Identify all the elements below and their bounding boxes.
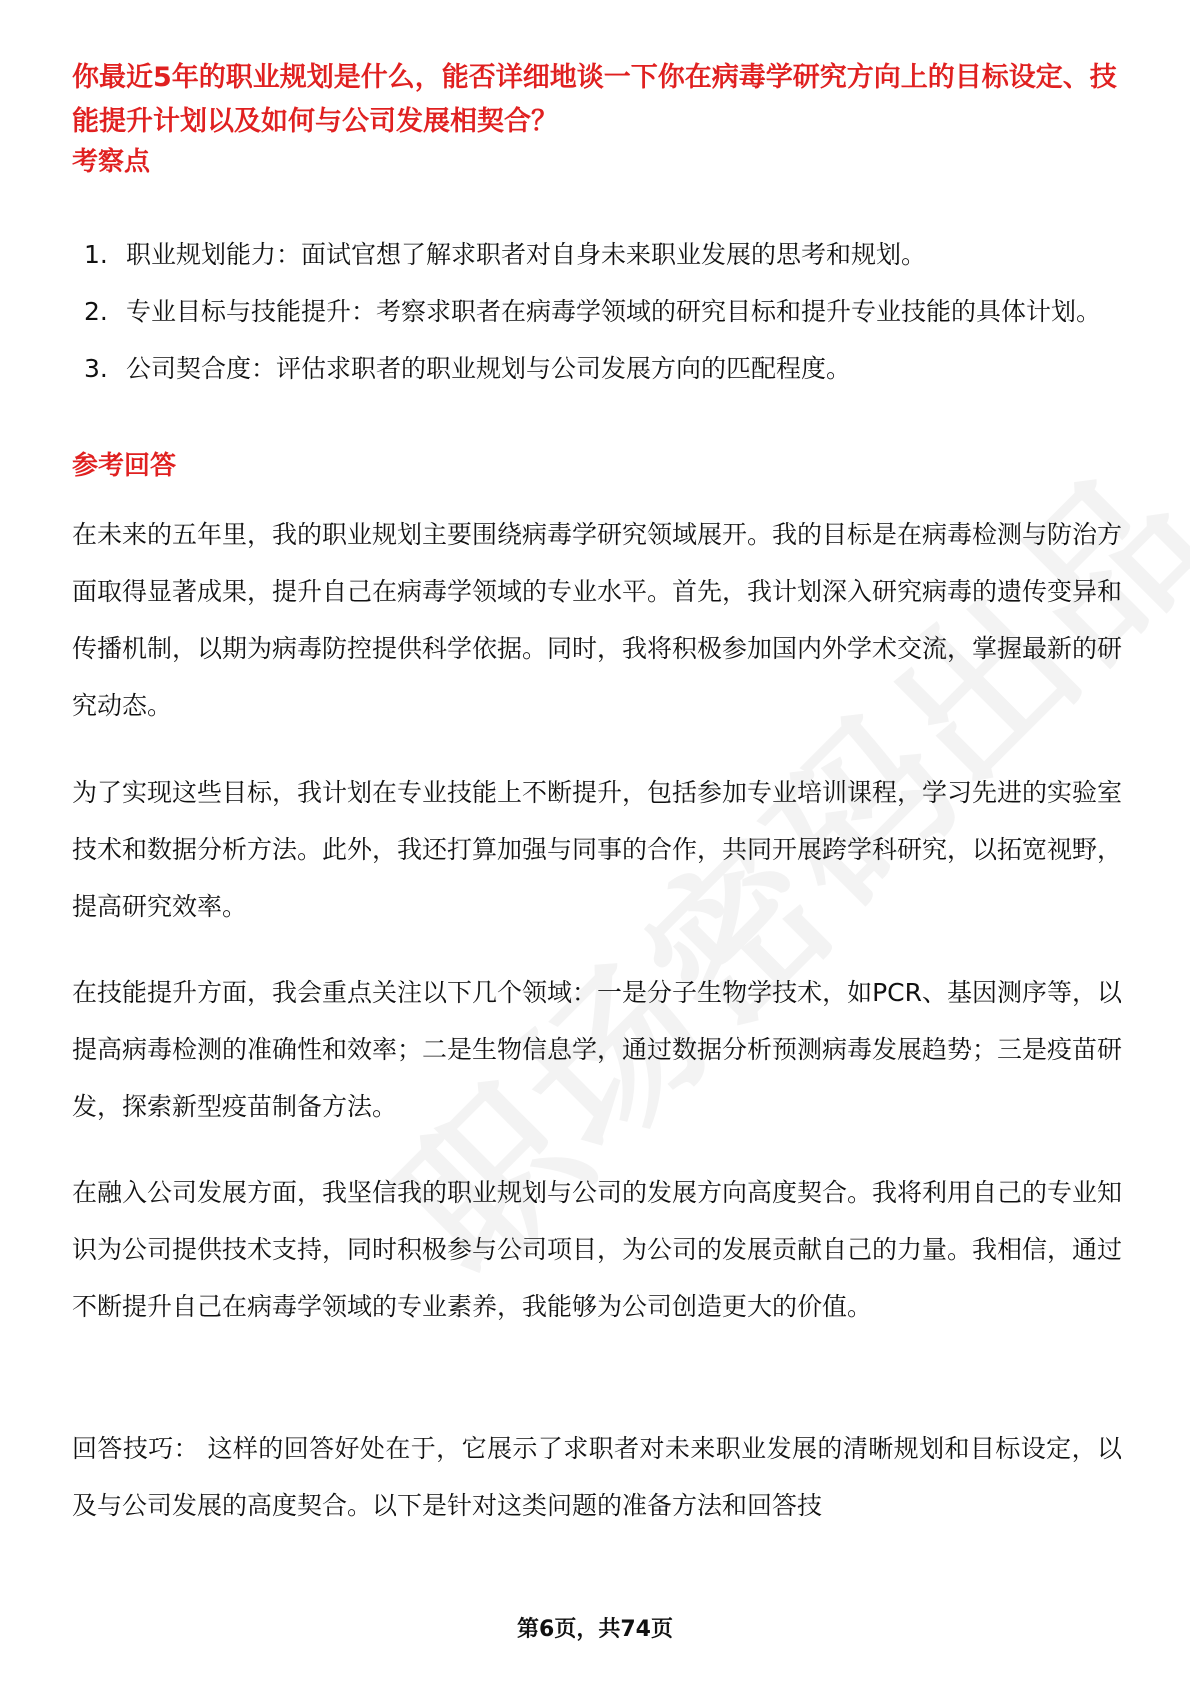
answer-paragraph: 为了实现这些目标，我计划在专业技能上不断提升，包括参加专业培训课程，学习先进的实验室技术和数据分析方法。此外，我还打算加强与同事的合作，共同开展跨学科研究，以拓宽视野，提高研究效率。: [72, 778, 1123, 921]
list-item: [84, 283, 1124, 340]
answer-paragraph: 在未来的五年里，我的职业规划主要围绕病毒学研究领域展开。我的目标是在病毒检测与防治方面取得显著成果，提升自己在病毒学领域的专业水平。首先，我计划深入研究病毒的遗传变异和传播机制，以期为病毒防控提供科学依据。同时，我将积极参加国内外学术交流，掌握最新的研究动态。: [72, 520, 1123, 720]
list-item: [84, 226, 1124, 283]
answer-tips-paragraph: 回答技巧： 这样的回答好处在于，它展示了求职者对未来职业发展的清晰规划和目标设定，以及与公司发展的高度契合。以下是针对这类问题的准备方法和回答技: [72, 1434, 1122, 1520]
answer-heading: 参考回答: [72, 451, 177, 481]
list-item: [84, 340, 1124, 397]
list-item-number: 1.: [84, 240, 108, 269]
page-number: 第6页，共74页: [517, 1617, 673, 1642]
points-list: [84, 226, 1124, 397]
list-item-text: 公司契合度：评估求职者的职业规划与公司发展方向的匹配程度。: [126, 354, 852, 383]
list-item-text: 专业目标与技能提升：考察求职者在病毒学领域的研究目标和提升专业技能的具体计划。: [126, 297, 1102, 326]
list-item-text: 职业规划能力：面试官想了解求职者对自身未来职业发展的思考和规划。: [126, 240, 927, 269]
question-title: 你最近5年的职业规划是什么，能否详细地谈一下你在病毒学研究方向上的目标设定、技能提升计划以及如何与公司发展相契合？: [72, 62, 1117, 137]
points-heading: 考察点: [72, 147, 151, 177]
list-item-number: 2.: [84, 297, 108, 326]
answer-paragraph: 在技能提升方面，我会重点关注以下几个领域：一是分子生物学技术，如PCR、基因测序等，以提高病毒检测的准确性和效率；二是生物信息学，通过数据分析预测病毒发展趋势；三是疫苗研发，探索新型疫苗制备方法。: [72, 978, 1123, 1121]
answer-paragraph: 在融入公司发展方面，我坚信我的职业规划与公司的发展方向高度契合。我将利用自己的专业知识为公司提供技术支持，同时积极参与公司项目，为公司的发展贡献自己的力量。我相信，通过不断提升自己在病毒学领域的专业素养，我能够为公司创造更大的价值。: [72, 1178, 1123, 1321]
list-item-number: 3.: [84, 354, 108, 383]
